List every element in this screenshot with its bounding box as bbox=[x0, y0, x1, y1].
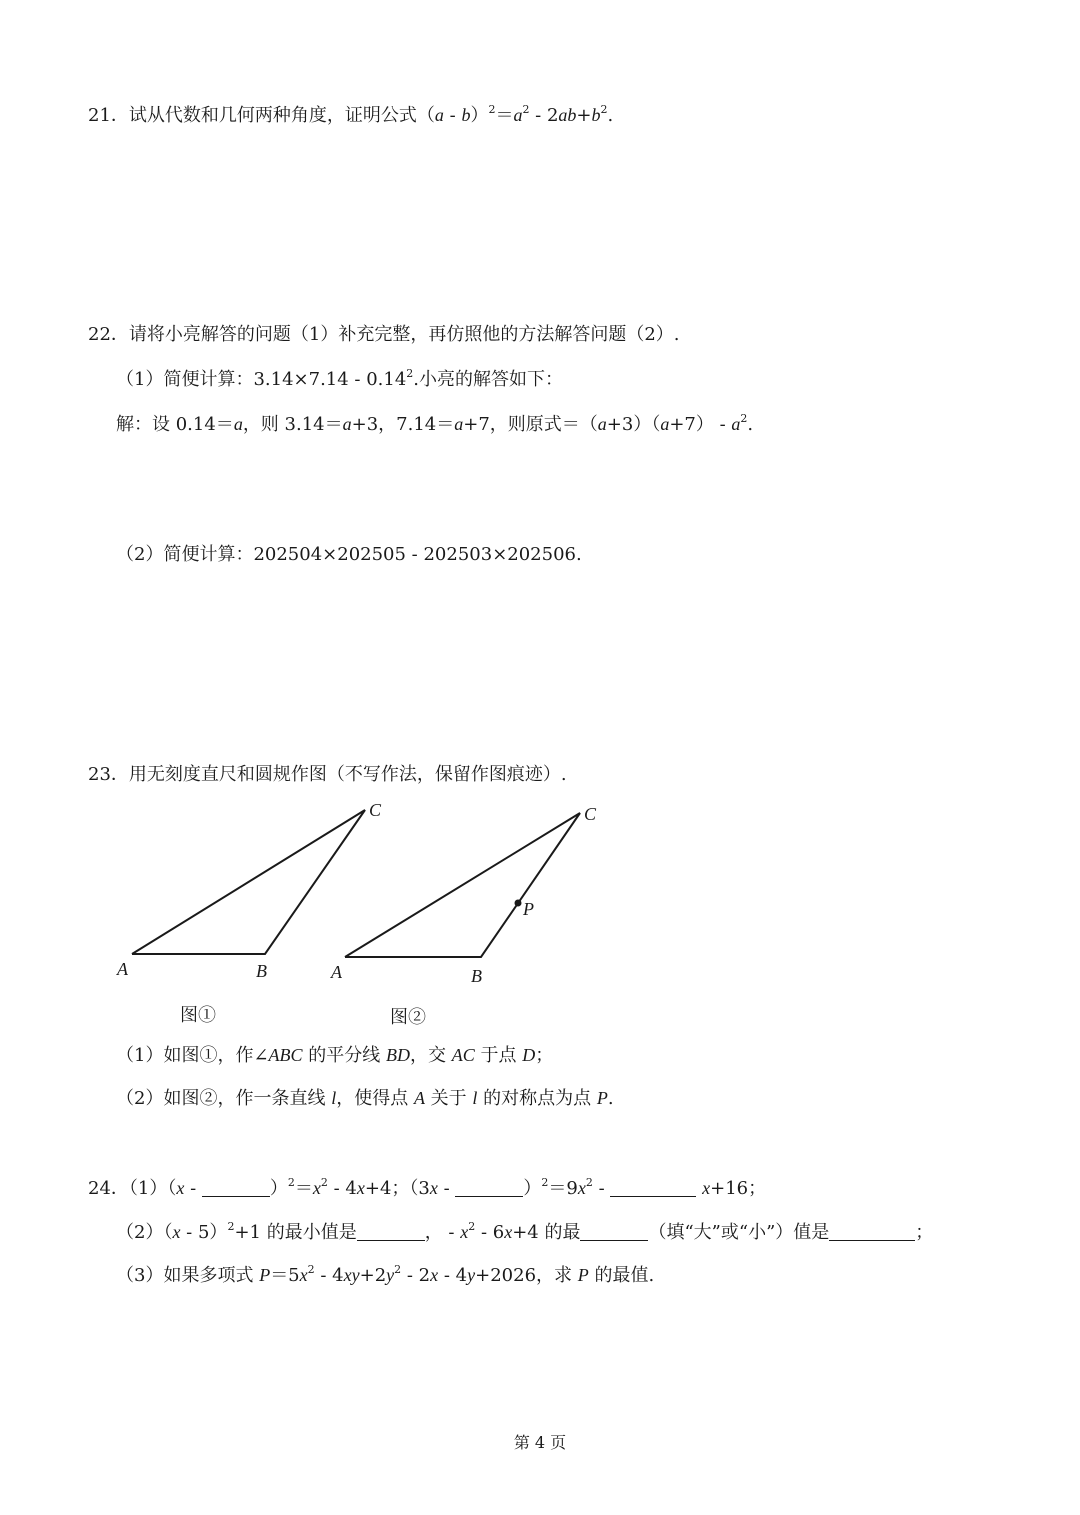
figure-1-caption: 图① bbox=[180, 1005, 216, 1026]
q24-number: 24． bbox=[88, 1178, 129, 1199]
q23-number: 23． bbox=[88, 764, 129, 785]
answer-blank-4[interactable] bbox=[357, 1222, 425, 1241]
figure-1-triangle bbox=[116, 800, 382, 981]
q22-part2: （2）简便计算：202504×202505 - 202503×202506. bbox=[116, 544, 582, 565]
page-footer: 第 4 页 bbox=[513, 1433, 567, 1452]
figure-2-caption: 图② bbox=[390, 1007, 426, 1028]
q22-part1: （1）简便计算：3.14×7.14 - 0.14$^2$.小亮的解答如下： bbox=[116, 367, 564, 390]
q22-text: 22．请将小亮解答的问题（1）补充完整，再仿照他的方法解答问题（2）. bbox=[88, 324, 680, 345]
q24-part3: （3）如果多项式 $P=5x^2 - 4xy+2y^2 - 2x - 4y+2026$，求 P 的最值. bbox=[116, 1263, 655, 1286]
triangle-abc-2 bbox=[345, 813, 580, 957]
q22-solution: 解：设 0.14＝a，则 3.14＝a+3，7.14＝a+7，则原式$=(a+3)(a+7) - a^2$. bbox=[116, 412, 754, 435]
q21-text: 21．试从代数和几何两种角度，证明公式$(a - b)^2=a^2 - 2ab+b^2$. bbox=[88, 103, 614, 126]
fig2-label-a: A bbox=[331, 962, 342, 982]
answer-blank-3[interactable] bbox=[610, 1178, 696, 1197]
fig1-label-c: C bbox=[369, 800, 382, 820]
q23-part2: （2）如图②，作一条直线 l，使得点 A 关于 l 的对称点为点 P. bbox=[116, 1088, 614, 1109]
fig2-label-p: P bbox=[523, 899, 534, 919]
fig1-label-b: B bbox=[256, 961, 267, 981]
answer-blank-1[interactable] bbox=[202, 1178, 270, 1197]
q24-part1: 24．$(1)(x - )^2=x^2 - 4x+4$；$(3x - )^2=9x^2 - x+16$； bbox=[88, 1176, 767, 1199]
answer-blank-6[interactable] bbox=[829, 1222, 915, 1241]
point-p bbox=[515, 900, 522, 907]
answer-blank-2[interactable] bbox=[455, 1178, 523, 1197]
fig2-label-c: C bbox=[584, 804, 597, 824]
q23-text: 23．用无刻度直尺和圆规作图（不写作法，保留作图痕迹）. bbox=[88, 764, 567, 785]
q23-part1: （1）如图①，作∠ABC 的平分线 BD，交 AC 于点 D； bbox=[116, 1045, 554, 1066]
fig1-label-a: A bbox=[117, 959, 128, 979]
fig2-label-b: B bbox=[471, 966, 482, 986]
q24-part2: （2）（x - 5）$^2$+1 的最小值是 ， - $x^2 - 6x+4$ 的最 （填“大”或“小”）值是 ； bbox=[116, 1220, 934, 1243]
figure-2-triangle bbox=[330, 804, 597, 986]
answer-blank-5[interactable] bbox=[580, 1222, 648, 1241]
triangle-abc-1 bbox=[132, 810, 365, 954]
q21-number: 21． bbox=[88, 105, 129, 126]
q22-number: 22． bbox=[88, 324, 129, 345]
